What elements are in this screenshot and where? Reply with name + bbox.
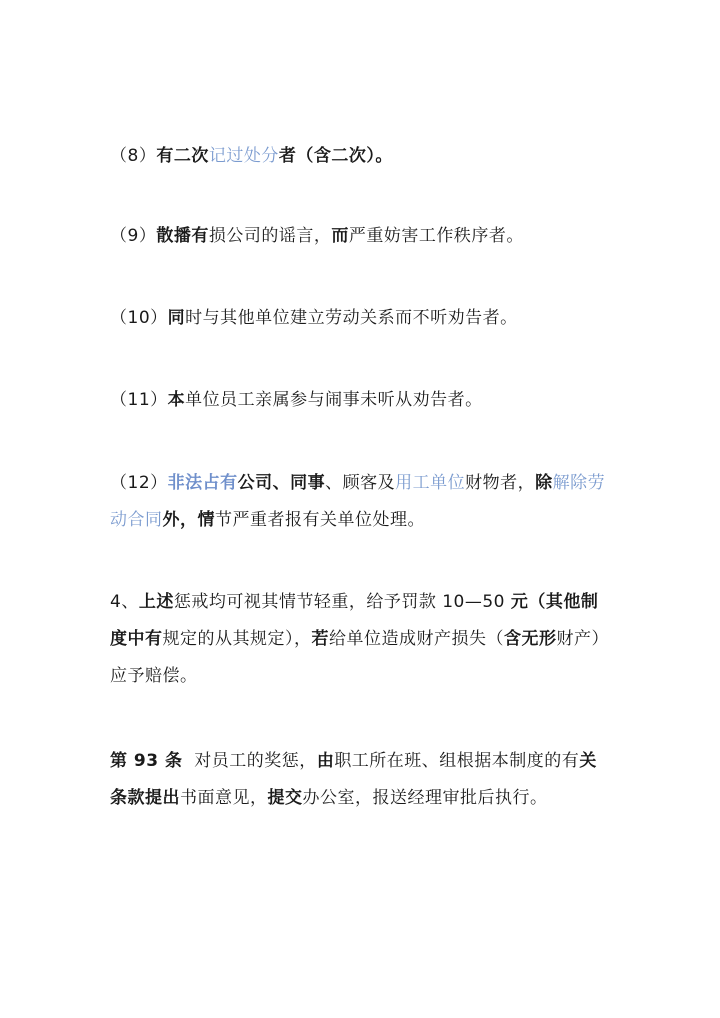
item-number: （12） [110,473,168,493]
article-heading: 第 93 条 [110,751,183,771]
item-number: （8） [110,146,157,166]
item-8: （8）有二次记过处分者（含二次）。 [110,146,393,166]
item-12: （12）非法占有公司、同事、顾客及用工单位财物者，除解除劳动合同外，情节严重者报有关单位处理。 [110,473,606,530]
highlight-term: 解除劳动合同 [110,473,606,530]
highlight-term: 记过处分 [208,146,279,166]
item-11: （11）本单位员工亲属参与闹事未听从劝告者。 [110,390,483,410]
item-number: （10） [110,308,168,328]
item-9: （9）散播有损公司的谣言，而严重妨害工作秩序者。 [110,226,524,246]
item-10: （10）同时与其他单位建立劳动关系而不听劝告者。 [110,308,518,328]
highlight-term: 非法占有 [167,473,238,493]
clause-4: 4、上述惩戒均可视其情节轻重，给予罚款 10—50 元（其他制度中有规定的从其规定），若给单位造成财产损失（含无形财产）应予赔偿。 [110,592,609,686]
item-number: （11） [110,390,168,410]
article-93: 第 93 条 对员工的奖惩，由职工所在班、组根据本制度的有关条款提出书面意见，提交办公室，报送经理审批后执行。 [110,751,597,808]
highlight-term: 用工单位 [395,473,466,493]
item-number: （9） [110,226,157,246]
